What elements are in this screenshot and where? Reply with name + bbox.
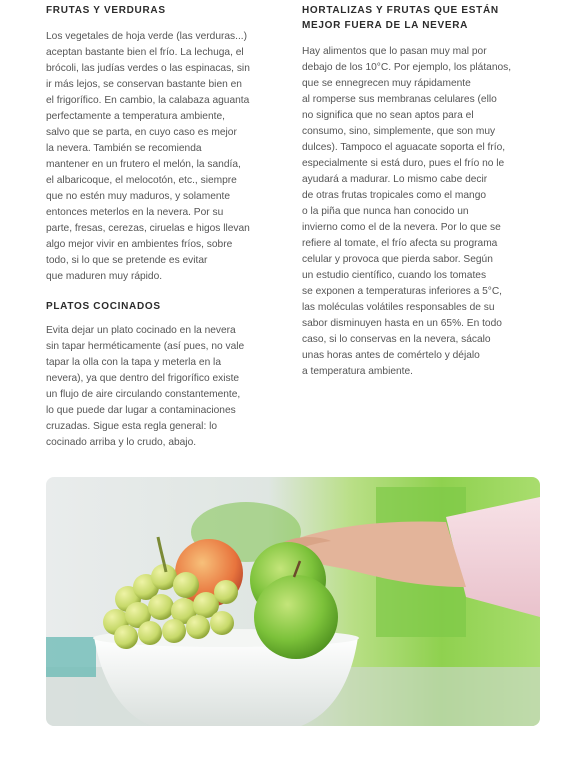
text-line: o la piña que nunca han conocido un: [302, 206, 469, 217]
text-line: parte, fresas, cerezas, ciruelas e higos llevan: [46, 223, 250, 234]
text-line: que se ennegrecen muy rápidamente: [302, 78, 471, 89]
text-line: refiere al tomate, el frío afecta su programa: [302, 238, 498, 249]
text-line: el frigorífico. En cambio, la calabaza aguanta: [46, 95, 250, 106]
text-line: a temperatura ambiente.: [302, 366, 413, 377]
text-line: el albaricoque, el melocotón, etc., siempre: [46, 175, 237, 186]
heading-platos-cocinados: PLATOS COCINADOS: [46, 301, 161, 312]
text-line: caso, si lo conservas en la nevera, sácalo: [302, 334, 491, 345]
text-line: perfectamente a temperatura ambiente,: [46, 111, 225, 122]
text-line: un estudio científico, cuando los tomates: [302, 270, 487, 281]
text-line: Hay alimentos que lo pasan muy mal por: [302, 46, 487, 57]
fruit-bowl-photo: [46, 477, 540, 726]
text-line: que no estén muy maduros, y solamente: [46, 191, 231, 202]
text-line: invierno como el de la nevera. Por lo que se: [302, 222, 501, 233]
text-line: al romperse sus membranas celulares (ello: [302, 94, 497, 105]
text-line: dulces). Tampoco el aguacate soporta el frío,: [302, 142, 506, 153]
text-line: sabor disminuyen hasta en un 65%. En todo: [302, 318, 502, 329]
fruit-bowl-illustration: [46, 477, 540, 726]
text-line: entonces meterlos en la nevera. Por su: [46, 207, 224, 218]
text-line: lo que puede dar lugar a contaminaciones: [46, 405, 236, 416]
heading-hortalizas-frutas: [302, 3, 542, 33]
text-line: Los vegetales de hoja verde (las verduras...): [46, 31, 248, 42]
apple-shape: [254, 575, 338, 659]
text-line: ir más lejos, se conservan bastante bien en: [46, 79, 242, 90]
text-line: tapar la olla con la tapa y meterla en la: [46, 357, 221, 368]
text-line: aceptan bastante bien el frío. La lechuga, el: [46, 47, 244, 58]
text-line: especialmente si está duro, pues el frío no le: [302, 158, 505, 169]
text-line: celular y provoca que pierda sabor. Según: [302, 254, 493, 265]
text-line: consumo, sino, simplemente, que son muy: [302, 126, 496, 137]
text-line: un flujo de aire circulando constantemente,: [46, 389, 241, 400]
paragraph-hortalizas-frutas: [302, 44, 542, 380]
text-line: ayudará a madurar. Lo mismo cabe decir: [302, 174, 488, 185]
text-line: Evita dejar un plato cocinado en la nevera: [46, 325, 236, 336]
text-line: se exponen a temperaturas inferiores a 5°C,: [302, 286, 503, 297]
paragraph-platos-cocinados: [46, 323, 291, 451]
left-column: [46, 0, 291, 451]
right-column: [302, 0, 542, 380]
text-line: cocinado arriba y lo crudo, abajo.: [46, 437, 197, 448]
text-line: brócoli, las judías verdes o las espinacas, sin: [46, 63, 250, 74]
text-line: mantener en un frutero el melón, la sandía,: [46, 159, 241, 170]
heading-line: MEJOR FUERA DE LA NEVERA: [302, 20, 469, 31]
text-line: unas horas antes de comértelo y déjalo: [302, 350, 480, 361]
heading-line: HORTALIZAS Y FRUTAS QUE ESTÁN: [302, 5, 499, 16]
heading-frutas-verduras: FRUTAS Y VERDURAS: [46, 5, 166, 16]
text-line: las moléculas volátiles responsables de su: [302, 302, 495, 313]
text-line: no significa que no sean aptos para el: [302, 110, 474, 121]
text-line: cruzadas. Sigue esta regla general: lo: [46, 421, 218, 432]
paragraph-frutas-verduras: [46, 29, 291, 285]
text-line: nevera), ya que dentro del frigorífico existe: [46, 373, 240, 384]
teal-object: [46, 637, 96, 677]
text-line: todo, si lo que se pretende es evitar: [46, 255, 208, 266]
text-line: que maduren muy rápido.: [46, 271, 163, 282]
text-line: debajo de los 10°C. Por ejemplo, los plátanos,: [302, 62, 512, 73]
text-line: de otras frutas tropicales como el mango: [302, 190, 487, 201]
text-line: salvo que se parta, en cuyo caso es mejor: [46, 127, 237, 138]
text-line: la nevera. También se recomienda: [46, 143, 202, 154]
text-line: sin tapar herméticamente (así pues, no vale: [46, 341, 245, 352]
text-line: algo mejor vivir en ambientes fríos, sobre: [46, 239, 233, 250]
